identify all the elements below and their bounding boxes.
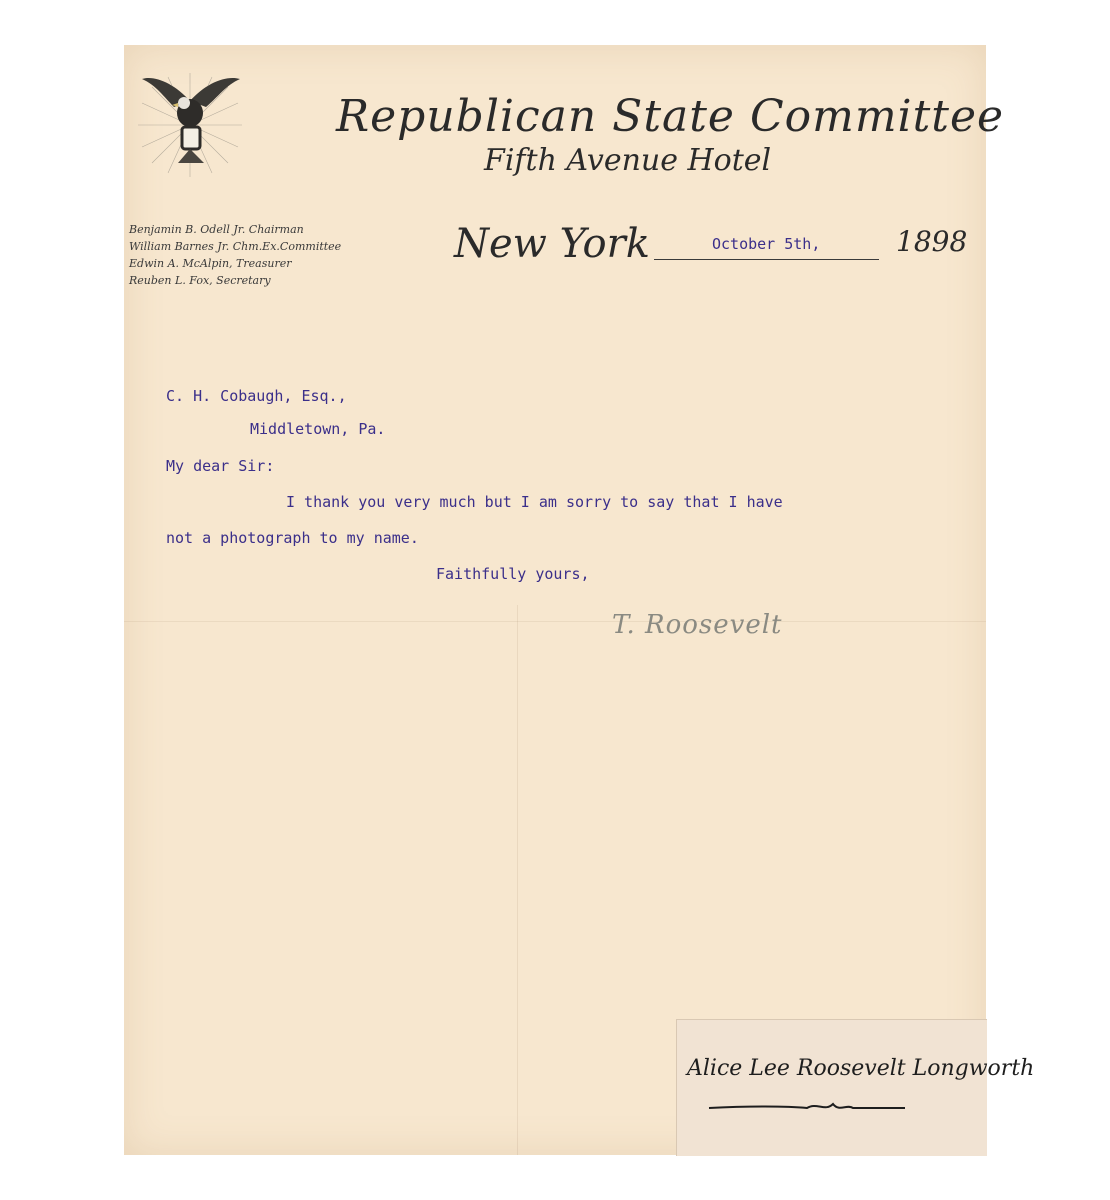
signature-flourish xyxy=(707,1100,907,1114)
eagle-emblem-icon xyxy=(134,63,246,178)
officer-list xyxy=(129,221,341,289)
letterhead-city: New York xyxy=(454,221,650,267)
letterhead-subtitle: Fifth Avenue Hotel xyxy=(484,143,772,178)
officer-chairman: Benjamin B. Odell Jr. Chairman xyxy=(129,223,304,236)
card-signature: Alice Lee Roosevelt Longworth xyxy=(687,1056,1035,1081)
officer-executive: William Barnes Jr. Chm.Ex.Committee xyxy=(129,240,342,253)
officer-treasurer: Edwin A. McAlpin, Treasurer xyxy=(129,257,292,270)
body-line-2: not a photograph to my name. xyxy=(166,529,419,547)
letter-date: October 5th, xyxy=(712,235,821,253)
letter-sheet xyxy=(124,45,1035,1155)
signature-card xyxy=(676,1019,1035,1156)
recipient-location: Middletown, Pa. xyxy=(250,420,386,438)
officer-secretary: Reuben L. Fox, Secretary xyxy=(129,274,271,287)
body-line-1: I thank you very much but I am sorry to say that I have xyxy=(286,493,783,511)
letterhead-title: Republican State Committee xyxy=(336,91,1005,142)
letter-year: 1898 xyxy=(896,225,968,258)
fold-line-horizontal xyxy=(124,621,986,622)
roosevelt-signature: T. Roosevelt xyxy=(612,610,783,640)
fold-line-vertical xyxy=(517,605,518,1155)
date-rule xyxy=(654,259,879,260)
recipient-name: C. H. Cobaugh, Esq., xyxy=(166,387,347,405)
salutation: My dear Sir: xyxy=(166,457,275,475)
closing: Faithfully yours, xyxy=(436,565,590,583)
